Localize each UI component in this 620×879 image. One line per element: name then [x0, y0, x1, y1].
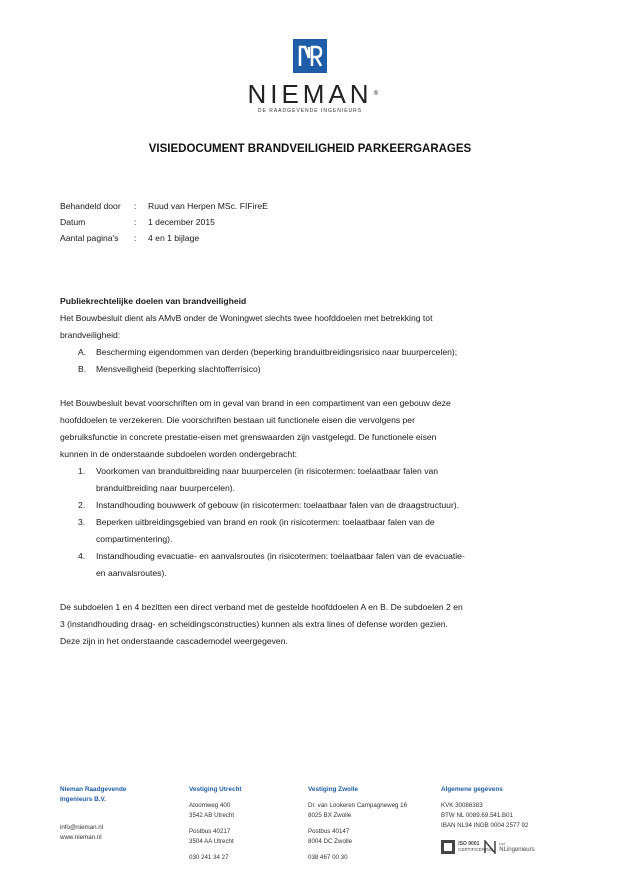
list-text: Beperken uitbreidingsgebied van brand en rook (in risicotermen: toelaatbaar falen van de: [96, 517, 435, 527]
paragraph-line: kunnen in de onderstaande subdoelen worden ondergebracht:: [60, 449, 297, 459]
list-marker: 3.: [78, 517, 86, 527]
goals-list: [60, 344, 560, 378]
paragraph-line: gebruiksfunctie in concrete prestatie-eisen met grenswaarden zijn vastgelegd. De functionele eisen: [60, 432, 437, 442]
footer-heading: Vestiging Utrecht: [189, 786, 242, 793]
nieman-logo: [0, 38, 620, 114]
footer-line: Atoomweg 400: [189, 802, 231, 809]
iso-subtitle: CERTIFICERING: [458, 847, 494, 852]
footer-line: 8025 BX Zwolle: [308, 812, 352, 819]
list-text: Voorkomen van branduitbreiding naar buurpercelen (in risicotermen: toelaatbaar falen van: [96, 466, 439, 476]
document-body: [60, 293, 560, 650]
meta-label: Datum: [60, 217, 86, 227]
list-item: [60, 361, 560, 378]
footer-line: IBAN NL94 INGB 0004 2577 92: [441, 822, 529, 829]
list-item: [60, 344, 560, 361]
iso-title: ISO 9001: [458, 841, 480, 847]
footer-email-link[interactable]: info@nieman.nl: [60, 824, 104, 831]
footer-company-name: Ingenieurs B.V.: [60, 796, 106, 803]
meta-label: Behandeld door: [60, 201, 121, 211]
list-item: [60, 497, 560, 514]
paragraph-line: 3 (instandhouding draag- en scheidingsconstructies) kunnen als extra lines of defense worden gezien.: [60, 619, 448, 629]
list-item: [60, 463, 560, 497]
nlingenieurs-name: NLingenieurs: [499, 847, 535, 853]
list-text: branduitbreiding naar buurpercelen).: [96, 483, 236, 493]
footer-line: 3504 AA Utrecht: [189, 838, 234, 845]
nlingenieurs-logo-icon: [484, 840, 496, 854]
meta-value: Ruud van Herpen MSc. FIFireE: [148, 201, 268, 211]
meta-value: 1 december 2015: [148, 217, 215, 227]
footer-heading: Algemene gegevens: [441, 786, 503, 793]
logo-subtitle: DE RAADGEVENDE INGENIEURS: [257, 108, 363, 114]
meta-colon: :: [134, 201, 137, 211]
footer-line: BTW NL 0089.69.541.B01: [441, 812, 514, 819]
iso-badge-icon: [441, 840, 455, 854]
footer-line: Dr. van Lookeren Campagneweg 16: [308, 802, 408, 809]
list-text: Bescherming eigendommen van derden (beperking branduitbreidingsrisico naar buurpercelen);: [96, 347, 458, 357]
list-marker: 2.: [78, 500, 86, 510]
list-text: Instandhouding evacuatie- en aanvalsroutes (in risicotermen: toelaatbaar falen van de evacuatie-: [96, 551, 465, 561]
footer-company: [60, 785, 175, 843]
list-marker: 4.: [78, 551, 86, 561]
nlingenieurs-small: Lid: [499, 841, 505, 846]
footer-line: Postbus 40147: [308, 828, 350, 835]
footer-company-name: Nieman Raadgevende: [60, 786, 127, 793]
footer-line: 3542 AB Utrecht: [189, 812, 235, 819]
meta-colon: :: [134, 217, 137, 227]
intro-line: brandveiligheid:: [60, 330, 121, 340]
subgoals-list: [60, 463, 560, 582]
nlingenieurs-badge: [484, 840, 535, 854]
paragraph-line: hoofddoelen te verzekeren. Die voorschriften bestaan uit functionele eisen die vervolgens per: [60, 415, 415, 425]
logo-wordmark: NIEMAN ®: [247, 79, 378, 109]
list-text: Mensveiligheid (beperking slachtofferrisico): [96, 364, 261, 374]
footer-website-link[interactable]: www.nieman.nl: [60, 834, 102, 841]
document-title: VISIEDOCUMENT BRANDVEILIGHEID PARKEERGARAGES: [148, 143, 472, 155]
list-marker: B.: [78, 364, 87, 374]
list-marker: A.: [78, 347, 87, 357]
paragraph-line: Het Bouwbesluit bevat voorschriften om in geval van brand in een compartiment van een gebouw deze: [60, 398, 451, 408]
footer-zwolle: [308, 785, 428, 863]
footer-line: KVK 30086383: [441, 802, 483, 809]
registered-mark: ®: [373, 91, 378, 97]
paragraph-line: De subdoelen 1 en 4 bezitten een direct verband met de gestelde hoofddoelen A en B. De subdoelen 2 en: [60, 602, 463, 612]
footer-heading: Vestiging Zwolle: [308, 786, 359, 793]
footer-line: 8004 DC Zwolle: [308, 838, 353, 845]
meta-value: 4 en 1 bijlage: [148, 233, 200, 243]
footer-general: [441, 785, 560, 831]
list-item: [60, 548, 560, 582]
meta-colon: :: [134, 233, 137, 243]
list-marker: 1.: [78, 466, 86, 476]
section-heading: Publiekrechtelijke doelen van brandveiligheid: [60, 296, 247, 306]
list-item: [60, 514, 560, 548]
nieman-logo-mark-icon: [292, 38, 328, 74]
footer-phone: 038 467 00 30: [308, 854, 348, 861]
meta-label: Aantal pagina's: [60, 233, 119, 243]
list-text: en aanvalsroutes).: [96, 568, 167, 578]
footer-utrecht: [189, 785, 299, 863]
list-text: compartimentering).: [96, 534, 173, 544]
intro-line: Het Bouwbesluit dient als AMvB onder de Woningwet slechts twee hoofddoelen met betrekking tot: [60, 313, 433, 323]
footer-line: Postbus 40217: [189, 828, 231, 835]
footer-phone: 030 241 34 27: [189, 854, 229, 861]
list-text: Instandhouding bouwwerk of gebouw (in risicotermen: toelaatbaar falen van de draagstructuur).: [96, 500, 460, 510]
paragraph-line: Deze zijn in het onderstaande cascademodel weergegeven.: [60, 636, 288, 646]
